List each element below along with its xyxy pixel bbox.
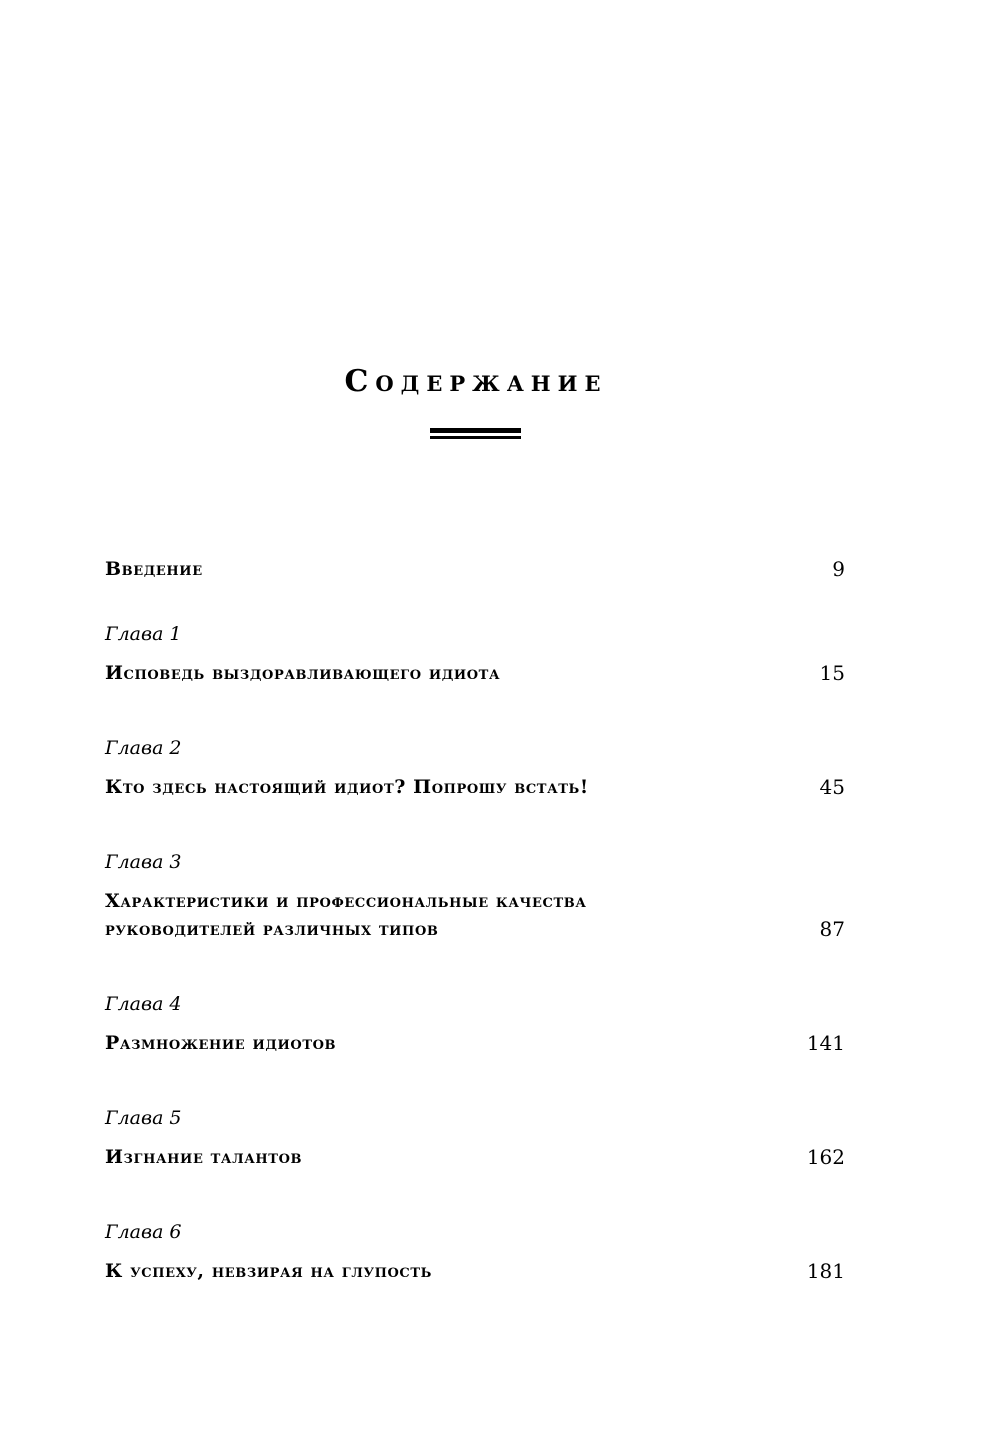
- toc-entry-title: [105, 887, 587, 943]
- toc-entry-page-number: 181: [806, 1259, 845, 1283]
- chapter-label: Глава 4: [105, 993, 182, 1015]
- toc-entry-title: Кто здесь настоящий идиот? Попрошу встать!: [105, 776, 589, 798]
- toc-entry-chapter-4[interactable]: [105, 991, 845, 1057]
- toc-entry-title-line-1: Характеристики и профессиональные качества: [105, 890, 587, 912]
- chapter-label: Глава 1: [105, 623, 182, 645]
- toc-entry-page-number: 162: [806, 1145, 845, 1169]
- toc-entry-page-number: 45: [819, 775, 845, 799]
- toc-entry-chapter-5[interactable]: [105, 1105, 845, 1171]
- toc-entry-chapter-1[interactable]: [105, 621, 845, 687]
- toc-entry-page-number: 15: [819, 661, 845, 685]
- toc-entry-page-number: 87: [819, 917, 845, 941]
- title-double-rule: [430, 428, 521, 440]
- toc-entry-title: Изгнание талантов: [105, 1146, 303, 1168]
- toc-entry-title: Введение: [105, 558, 203, 580]
- toc-entry-title-line-2: руководителей различных типов: [105, 918, 439, 940]
- chapter-label: Глава 5: [105, 1107, 182, 1129]
- rule-thin-line: [430, 436, 521, 439]
- toc-entry-chapter-2[interactable]: [105, 735, 845, 801]
- toc-entry-title: Исповедь выздоравливающего идиота: [105, 662, 501, 684]
- toc-entry-title: Размножение идиотов: [105, 1032, 337, 1054]
- toc-entry-page-number: 9: [832, 557, 845, 581]
- toc-entry-chapter-3[interactable]: [105, 849, 845, 943]
- rule-thick-line: [430, 428, 521, 433]
- toc-entry-page-number: 141: [806, 1031, 845, 1055]
- chapter-label: Глава 3: [105, 851, 182, 873]
- toc-entry-intro[interactable]: [105, 555, 845, 583]
- toc-entry-chapter-6[interactable]: [105, 1219, 845, 1285]
- page-title: Содержание: [344, 364, 608, 399]
- chapter-label: Глава 2: [105, 737, 182, 759]
- toc-entry-title: К успеху, невзирая на глупость: [105, 1260, 432, 1282]
- chapter-label: Глава 6: [105, 1221, 182, 1243]
